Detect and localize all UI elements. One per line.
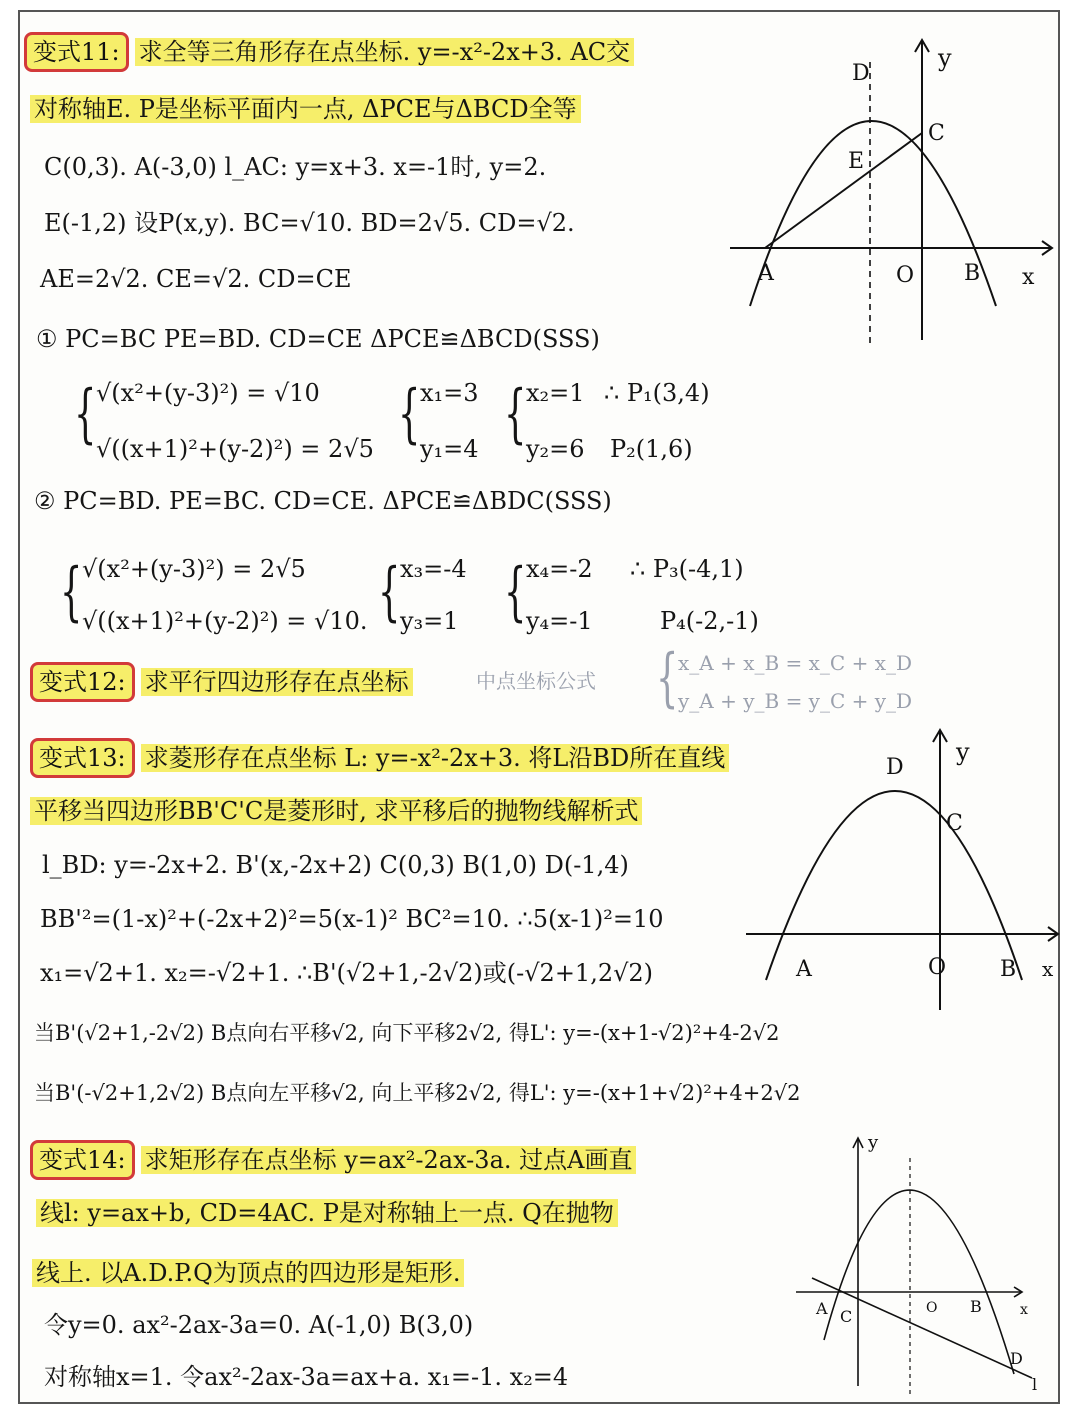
s11-line-ac (765, 133, 922, 248)
s11-c1-eq1: √(x²+(y-3)²) = √10 (96, 379, 320, 407)
s11-title2-line (30, 92, 581, 126)
s11-title: 求全等三角形存在点坐标. y=-x²-2x+3. AC交 (135, 38, 634, 66)
s11-line-3: AE=2√2. CE=√2. CD=CE (40, 265, 352, 293)
s13-label-b: B (1000, 957, 1017, 982)
s14-label-o: O (926, 1300, 938, 1316)
s11-label-x: x (1022, 265, 1035, 290)
s11-c1-p1: ∴ P₁(3,4) (604, 379, 710, 407)
s14-line-1: 令y=0. ax²-2ax-3a=0. A(-1,0) B(3,0) (44, 1311, 474, 1339)
s13-line-2: BB'²=(1-x)²+(-2x+2)²=5(x-1)² BC²=10. ∴5(x-1)²=10 (40, 905, 664, 933)
s11-c2-p3: ∴ P₃(-4,1) (630, 555, 744, 583)
s13-line-4: 当B'(√2+1,-2√2) B点向右平移√2, 向下平移2√2, 得L': y=-(x+1-√2)²+4-2√2 (34, 1021, 780, 1045)
s11-c1-y1: y₁=4 (420, 435, 479, 463)
s11-c2-eq2: √((x+1)²+(y-2)²) = √10. (82, 607, 368, 635)
s14-title2: 线l: y=ax+b, CD=4AC. P是对称轴上一点. Q在抛物 (36, 1199, 618, 1227)
s14-title: 求矩形存在点坐标 y=ax²-2ax-3a. 过点A画直 (141, 1146, 637, 1174)
s11-c1-p2: P₂(1,6) (610, 435, 693, 463)
s14-line-2: 对称轴x=1. 令ax²-2ax-3a=ax+a. x₁=-1. x₂=4 (44, 1363, 569, 1391)
s13-graph (746, 718, 1060, 1018)
s11-label-e: E (848, 149, 865, 174)
s13-title-line (30, 738, 729, 778)
s14-label-y: y (868, 1132, 879, 1153)
s13-label-x: x (1042, 957, 1054, 981)
s11-label-a: A (758, 261, 774, 286)
s13-label-d: D (886, 755, 904, 780)
s11-c1-y2: y₂=6 (526, 435, 585, 463)
s11-c1-x2: x₂=1 (526, 379, 585, 407)
s12-tag: 变式12: (30, 662, 135, 702)
s14-label-l: l (1032, 1375, 1038, 1394)
s12-formula-x: x_A + x_B = x_C + x_D (678, 651, 913, 675)
s13-title2-line (30, 794, 642, 828)
s11-c2-y4: y₄=-1 (526, 607, 593, 635)
s11-line-2: E(-1,2) 设P(x,y). BC=√10. BD=2√5. CD=√2. (44, 209, 575, 237)
s12-title: 求平行四边形存在点坐标 (141, 668, 413, 696)
s11-c2-p4: P₄(-2,-1) (660, 607, 759, 635)
s11-c1-brace-2: { (398, 377, 421, 451)
s11-c2-brace-3: { (504, 555, 527, 629)
s14-title3: 线上. 以A.D.P.Q为顶点的四边形是矩形. (32, 1259, 464, 1287)
s13-line-1: l_BD: y=-2x+2. B'(x,-2x+2) C(0,3) B(1,0) D(-1,4) (42, 851, 629, 879)
s12-note-brace: { (656, 641, 679, 715)
s11-c2-brace-2: { (378, 555, 401, 629)
s14-label-x: x (1020, 1302, 1028, 1318)
s13-title2: 平移当四边形BB'C'C是菱形时, 求平移后的抛物线解析式 (30, 797, 642, 825)
s12-title-line (30, 662, 413, 702)
s13-label-y: y (956, 738, 970, 766)
s13-label-o: O (928, 955, 947, 980)
s14-title3-line (32, 1256, 464, 1290)
s11-line-1: C(0,3). A(-3,0) l_AC: y=x+3. x=-1时, y=2. (44, 153, 547, 181)
s11-case-2: ② PC=BD. PE=BC. CD=CE. ΔPCE≌ΔBDC(SSS) (34, 487, 612, 515)
s11-label-y: y (938, 44, 952, 72)
s11-c2-brace: { (60, 555, 83, 629)
s11-c1-x1: x₁=3 (420, 379, 479, 407)
notes-page (18, 10, 1060, 1404)
s14-graph (792, 1124, 1048, 1400)
s14-label-c: C (840, 1307, 853, 1326)
s11-title-line (24, 32, 634, 72)
s11-c2-eq1: √(x²+(y-3)²) = 2√5 (82, 555, 306, 583)
s11-parabola (750, 121, 996, 306)
s11-title2: 对称轴E. P是坐标平面内一点, ΔPCE与ΔBCD全等 (30, 95, 581, 123)
s14-label-a: A (816, 1299, 828, 1318)
s11-c2-y3: y₃=1 (400, 607, 459, 635)
s11-c1-eq2: √((x+1)²+(y-2)²) = 2√5 (96, 435, 374, 463)
s14-parabola (824, 1190, 1014, 1374)
s11-c2-x4: x₄=-2 (526, 555, 593, 583)
s14-tag: 变式14: (30, 1140, 135, 1180)
s11-label-c: C (928, 121, 945, 146)
s12-note: 中点坐标公式 (476, 669, 596, 693)
s11-c2-x3: x₃=-4 (400, 555, 467, 583)
s11-label-o: O (896, 263, 915, 288)
s11-tag: 变式11: (24, 32, 129, 72)
s13-label-c: C (946, 811, 963, 836)
s14-label-b: B (970, 1297, 982, 1316)
s13-line-5: 当B'(-√2+1,2√2) B点向左平移√2, 向上平移2√2, 得L': y=-(x+1+√2)²+4+2√2 (34, 1081, 801, 1105)
s11-c1-brace-3: { (504, 377, 527, 451)
s13-label-a: A (796, 957, 812, 982)
s13-line-3: x₁=√2+1. x₂=-√2+1. ∴B'(√2+1,-2√2)或(-√2+1,2√2) (40, 959, 654, 987)
s14-label-d: D (1010, 1349, 1023, 1368)
s14-title2-line (36, 1196, 618, 1230)
s12-formula-y: y_A + y_B = y_C + y_D (678, 689, 913, 713)
s13-tag: 变式13: (30, 738, 135, 778)
s11-label-d: D (852, 61, 870, 86)
s13-parabola (766, 791, 1022, 980)
s11-case-1: ① PC=BC PE=BD. CD=CE ΔPCE≌ΔBCD(SSS) (36, 325, 600, 353)
s11-label-b: B (964, 261, 981, 286)
s14-title-line (30, 1140, 636, 1180)
s11-c1-brace: { (74, 377, 97, 451)
s11-graph (720, 22, 1060, 352)
s13-title: 求菱形存在点坐标 L: y=-x²-2x+3. 将L沿BD所在直线 (141, 744, 730, 772)
